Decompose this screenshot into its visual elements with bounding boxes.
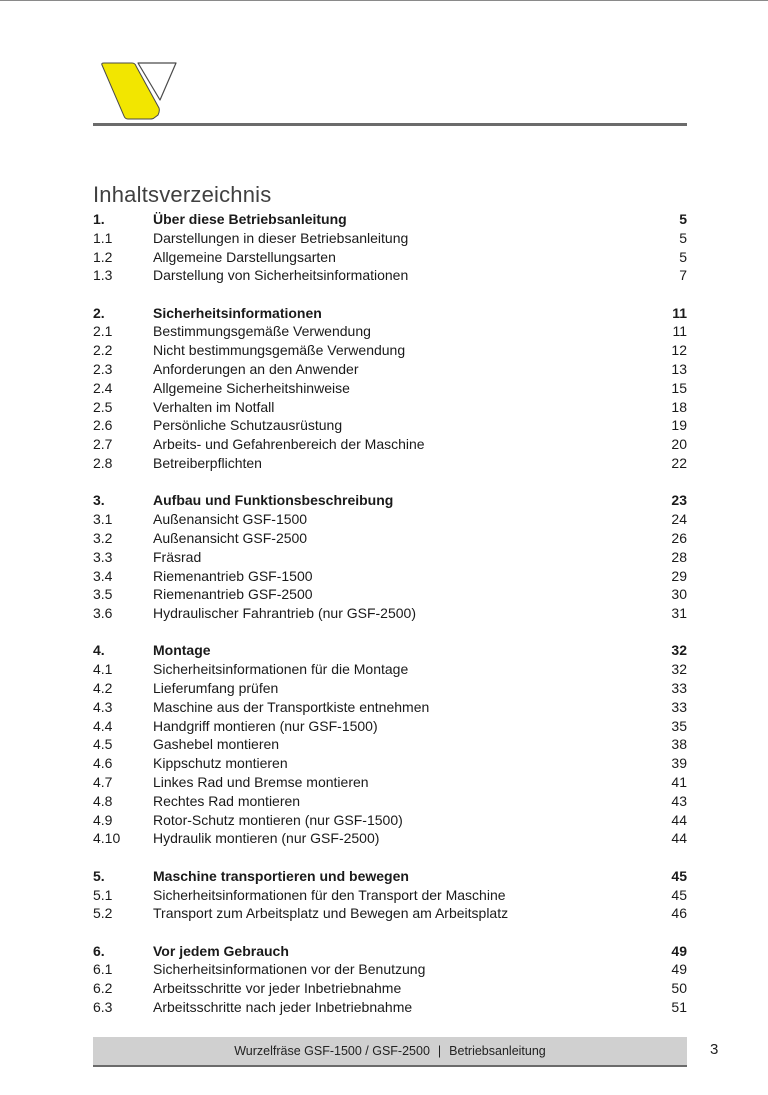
entry-title: Sicherheitsinformationen für die Montage [153, 661, 409, 678]
entry-title: Darstellung von Sicherheitsinformationen [153, 267, 409, 284]
toc-entry[interactable] [93, 735, 687, 754]
entry-number: 1.1 [93, 229, 113, 246]
entry-number: 4.6 [93, 755, 113, 772]
entry-page: 46 [671, 905, 687, 922]
entry-page: 5 [679, 211, 687, 227]
entry-page: 28 [671, 548, 687, 565]
entry-title: Fräsrad [153, 548, 202, 565]
toc-chapter-entry[interactable] [93, 867, 687, 886]
entry-page: 19 [671, 417, 687, 434]
entry-title: Hydraulik montieren (nur GSF-2500) [153, 830, 380, 847]
toc-entry[interactable] [93, 454, 687, 473]
page-title: Inhaltsverzeichnis [93, 181, 272, 207]
entry-page: 7 [679, 267, 687, 284]
entry-page: 11 [672, 304, 687, 321]
entry-page: 44 [671, 811, 687, 828]
entry-title: Sicherheitsinformationen [153, 304, 322, 321]
entry-number: 4.7 [93, 774, 113, 791]
entry-title: Über diese Betriebsanleitung [153, 211, 347, 227]
entry-page: 49 [671, 942, 687, 959]
entry-title: Rechtes Rad montieren [153, 792, 301, 809]
entry-page: 22 [671, 455, 687, 472]
entry-number: 2.1 [93, 323, 113, 340]
entry-title: Kippschutz montieren [153, 755, 288, 772]
entry-page: 49 [671, 961, 687, 978]
entry-number: 6.2 [93, 980, 113, 997]
entry-number: 2.6 [93, 417, 113, 434]
entry-page: 51 [671, 998, 687, 1015]
entry-page: 43 [671, 792, 687, 809]
footer-separator: | [437, 1044, 442, 1058]
toc-entry[interactable] [93, 360, 687, 379]
toc-entry[interactable] [93, 773, 687, 792]
entry-number: 1.2 [93, 248, 113, 265]
entry-title: Arbeitsschritte nach jeder Inbetriebnahme [153, 998, 413, 1015]
entry-title: Außenansicht GSF-2500 [153, 529, 308, 546]
page-number: 3 [710, 1041, 719, 1058]
entry-number: 4.10 [93, 830, 121, 847]
table-of-contents [93, 210, 687, 1035]
toc-entry[interactable] [93, 567, 687, 586]
toc-entry[interactable] [93, 604, 687, 623]
entry-title: Außenansicht GSF-1500 [153, 511, 308, 528]
entry-title: Arbeitsschritte vor jeder Inbetriebnahme [153, 980, 402, 997]
entry-title: Allgemeine Darstellungsarten [153, 248, 336, 265]
entry-page: 33 [671, 680, 687, 697]
toc-entry[interactable] [93, 266, 687, 285]
entry-number: 3.6 [93, 605, 113, 622]
footer-doc-type: Betriebsanleitung [449, 1044, 546, 1058]
toc-entry[interactable] [93, 829, 687, 848]
entry-number: 2.8 [93, 455, 113, 472]
toc-entry[interactable] [93, 754, 687, 773]
entry-page: 39 [671, 755, 687, 772]
toc-section [93, 942, 687, 1017]
toc-chapter-entry[interactable] [93, 304, 687, 323]
entry-page: 35 [671, 717, 687, 734]
toc-entry[interactable] [93, 998, 687, 1017]
toc-entry[interactable] [93, 679, 687, 698]
toc-entry[interactable] [93, 435, 687, 454]
entry-number: 4.8 [93, 792, 113, 809]
entry-page: 12 [671, 342, 687, 359]
entry-page: 38 [671, 736, 687, 753]
entry-number: 4.9 [93, 811, 113, 828]
entry-number: 4.1 [93, 661, 113, 678]
toc-entry[interactable] [93, 886, 687, 905]
entry-number: 3. [93, 492, 105, 509]
entry-page: 20 [671, 436, 687, 453]
entry-page: 45 [671, 886, 687, 903]
entry-title: Aufbau und Funktionsbeschreibung [153, 492, 394, 509]
entry-page: 32 [671, 642, 687, 659]
entry-title: Lieferumfang prüfen [153, 680, 279, 697]
entry-number: 2.5 [93, 398, 113, 415]
entry-page: 5 [679, 229, 687, 246]
entry-number: 3.4 [93, 567, 113, 584]
entry-page: 31 [671, 605, 687, 622]
toc-entry[interactable] [93, 585, 687, 604]
toc-section [93, 867, 687, 923]
company-logo [98, 62, 178, 120]
entry-title: Hydraulischer Fahrantrieb (nur GSF-2500) [153, 605, 416, 622]
toc-entry[interactable] [93, 979, 687, 998]
toc-entry[interactable] [93, 229, 687, 248]
entry-title: Maschine aus der Transportkiste entnehmen [153, 698, 430, 715]
entry-title: Arbeits- und Gefahrenbereich der Maschine [153, 436, 425, 453]
toc-entry[interactable] [93, 792, 687, 811]
entry-title: Gashebel montieren [153, 736, 280, 753]
entry-title: Vor jedem Gebrauch [153, 942, 289, 959]
entry-page: 41 [671, 774, 687, 791]
toc-entry[interactable] [93, 322, 687, 341]
entry-title: Persönliche Schutzausrüstung [153, 417, 343, 434]
entry-number: 6.3 [93, 998, 113, 1015]
entry-page: 23 [671, 492, 687, 509]
footer-product: Wurzelfräse GSF-1500 / GSF-2500 [234, 1044, 430, 1058]
entry-title: Transport zum Arbeitsplatz und Bewegen am Arbeitsplatz [153, 905, 509, 922]
toc-entry[interactable] [93, 510, 687, 529]
entry-number: 4. [93, 642, 105, 659]
toc-chapter-entry[interactable] [93, 210, 687, 229]
entry-title: Riemenantrieb GSF-2500 [153, 586, 313, 603]
entry-number: 2.4 [93, 379, 113, 396]
toc-entry[interactable] [93, 904, 687, 923]
entry-page: 26 [671, 529, 687, 546]
entry-title: Anforderungen an den Anwender [153, 361, 359, 378]
toc-entry[interactable] [93, 960, 687, 979]
entry-title: Rotor-Schutz montieren (nur GSF-1500) [153, 811, 403, 828]
entry-number: 4.2 [93, 680, 113, 697]
entry-number: 3.2 [93, 529, 113, 546]
entry-page: 24 [671, 511, 687, 528]
footer-bar [93, 1037, 687, 1067]
entry-title: Sicherheitsinformationen für den Transport der Maschine [153, 886, 506, 903]
entry-title: Verhalten im Notfall [153, 398, 275, 415]
entry-page: 13 [671, 361, 687, 378]
toc-entry[interactable] [93, 717, 687, 736]
entry-number: 6. [93, 942, 105, 959]
entry-number: 1. [93, 211, 105, 227]
entry-title: Bestimmungsgemäße Verwendung [153, 323, 371, 340]
entry-number: 2. [93, 304, 105, 321]
toc-entry[interactable] [93, 379, 687, 398]
entry-title: Betreiberpflichten [153, 455, 262, 472]
entry-number: 5.1 [93, 886, 113, 903]
toc-entry[interactable] [93, 529, 687, 548]
entry-title: Allgemeine Sicherheitshinweise [153, 379, 350, 396]
entry-page: 50 [671, 980, 687, 997]
entry-title: Montage [153, 642, 211, 659]
entry-title: Nicht bestimmungsgemäße Verwendung [153, 342, 406, 359]
entry-number: 5. [93, 867, 105, 884]
toc-section [93, 210, 687, 285]
entry-page: 11 [672, 323, 687, 340]
entry-title: Handgriff montieren (nur GSF-1500) [153, 717, 378, 734]
entry-number: 2.3 [93, 361, 113, 378]
entry-page: 33 [671, 698, 687, 715]
entry-number: 3.1 [93, 511, 113, 528]
toc-entry[interactable] [93, 811, 687, 830]
entry-page: 44 [671, 830, 687, 847]
toc-chapter-entry[interactable] [93, 641, 687, 660]
entry-page: 29 [671, 567, 687, 584]
entry-title: Maschine transportieren und bewegen [153, 867, 409, 884]
entry-number: 5.2 [93, 905, 113, 922]
toc-chapter-entry[interactable] [93, 942, 687, 961]
toc-entry[interactable] [93, 660, 687, 679]
entry-title: Linkes Rad und Bremse montieren [153, 774, 369, 791]
entry-page: 15 [671, 379, 687, 396]
entry-title: Darstellungen in dieser Betriebsanleitung [153, 229, 409, 246]
toc-entry[interactable] [93, 248, 687, 267]
entry-page: 30 [671, 586, 687, 603]
entry-title: Riemenantrieb GSF-1500 [153, 567, 313, 584]
entry-page: 18 [671, 398, 687, 415]
entry-title: Sicherheitsinformationen vor der Benutzung [153, 961, 426, 978]
entry-number: 2.2 [93, 342, 113, 359]
header-rule [93, 123, 687, 126]
toc-chapter-entry[interactable] [93, 491, 687, 510]
top-border [0, 0, 768, 1]
entry-number: 6.1 [93, 961, 113, 978]
toc-entry[interactable] [93, 416, 687, 435]
entry-number: 4.4 [93, 717, 113, 734]
toc-entry[interactable] [93, 341, 687, 360]
entry-page: 5 [679, 248, 687, 265]
entry-number: 4.3 [93, 698, 113, 715]
toc-entry[interactable] [93, 398, 687, 417]
entry-page: 45 [671, 867, 687, 884]
toc-entry[interactable] [93, 698, 687, 717]
entry-page: 32 [671, 661, 687, 678]
entry-number: 2.7 [93, 436, 113, 453]
entry-number: 3.5 [93, 586, 113, 603]
toc-entry[interactable] [93, 548, 687, 567]
toc-section [93, 304, 687, 473]
entry-number: 3.3 [93, 548, 113, 565]
toc-section [93, 641, 687, 848]
entry-number: 1.3 [93, 267, 113, 284]
entry-number: 4.5 [93, 736, 113, 753]
toc-section [93, 491, 687, 623]
